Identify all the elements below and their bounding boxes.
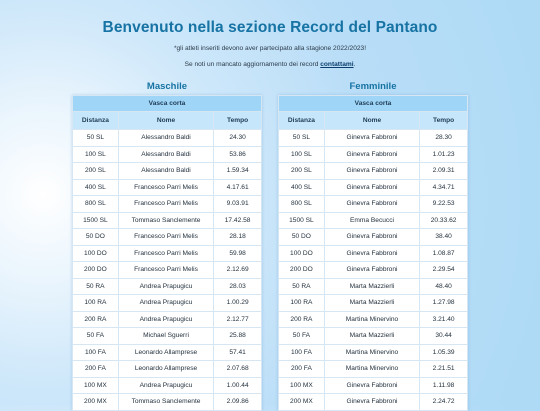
table-caption: Vasca corta [279,96,468,112]
table-row [73,328,262,345]
column-header: Distanza [73,112,119,130]
table-row [279,295,468,312]
season-note: *gli atleti inseriti devono aver partecipato alla stagione 2022/2023! [173,45,367,52]
time-cell: 20.33.62 [420,212,468,229]
name-cell: Ginevra Fabbroni [324,377,419,394]
table-row [279,179,468,196]
table-row [73,377,262,394]
distance-cell: 800 SL [279,196,325,213]
table-row [73,179,262,196]
table-row [73,361,262,378]
time-cell: 2.12.69 [214,262,262,279]
table-row [279,344,468,361]
time-cell: 28.03 [214,278,262,295]
name-cell: Martina Minervino [324,361,419,378]
table-row [73,245,262,262]
time-cell: 2.09.86 [214,394,262,411]
time-cell: 57.41 [214,344,262,361]
name-cell: Ginevra Fabbroni [324,179,419,196]
name-cell: Ginevra Fabbroni [324,130,419,147]
name-cell: Alessandro Baldi [118,146,213,163]
time-cell: 38.40 [420,229,468,246]
time-cell: 1.00.44 [214,377,262,394]
distance-cell: 100 SL [73,146,119,163]
table-row [279,262,468,279]
table-caption-row [73,96,262,112]
time-cell: 2.21.51 [420,361,468,378]
distance-cell: 100 MX [73,377,119,394]
distance-cell: 400 SL [73,179,119,196]
column-header: Tempo [214,112,262,130]
table-row [279,245,468,262]
distance-cell: 50 FA [279,328,325,345]
distance-cell: 100 DO [73,245,119,262]
time-cell: 1.01.23 [420,146,468,163]
name-cell: Alessandro Baldi [118,163,213,180]
name-cell: Francesco Parri Melis [118,245,213,262]
table-header-row [73,112,262,130]
name-cell: Ginevra Fabbroni [324,245,419,262]
distance-cell: 50 FA [73,328,119,345]
name-cell: Andrea Prapugicu [118,311,213,328]
distance-cell: 200 FA [279,361,325,378]
time-cell: 28.18 [214,229,262,246]
distance-cell: 100 SL [279,146,325,163]
distance-cell: 1500 SL [73,212,119,229]
time-cell: 59.98 [214,245,262,262]
table-row [279,311,468,328]
table-row [279,196,468,213]
time-cell: 30.44 [420,328,468,345]
table-row [279,377,468,394]
table-row [73,278,262,295]
table-row [73,130,262,147]
table-row [73,163,262,180]
name-cell: Alessandro Baldi [118,130,213,147]
table-row [279,212,468,229]
time-cell: 2.12.77 [214,311,262,328]
distance-cell: 100 FA [73,344,119,361]
distance-cell: 50 SL [279,130,325,147]
time-cell: 4.34.71 [420,179,468,196]
distance-cell: 50 RA [279,278,325,295]
table-row [73,262,262,279]
distance-cell: 100 RA [279,295,325,312]
distance-cell: 50 DO [279,229,325,246]
female-section-title: Femminile [349,81,397,92]
distance-cell: 200 SL [279,163,325,180]
distance-cell: 50 RA [73,278,119,295]
time-cell: 17.42.58 [214,212,262,229]
table-row [73,394,262,411]
male-section-title: Maschile [146,81,188,92]
column-header: Nome [118,112,213,130]
time-cell: 1.27.98 [420,295,468,312]
time-cell: 24.30 [214,130,262,147]
name-cell: Ginevra Fabbroni [324,146,419,163]
distance-cell: 200 RA [73,311,119,328]
time-cell: 2.29.54 [420,262,468,279]
name-cell: Andrea Prapugicu [118,377,213,394]
time-cell: 1.59.34 [214,163,262,180]
table-caption-row [279,96,468,112]
update-note [0,61,540,68]
distance-cell: 200 FA [73,361,119,378]
time-cell: 1.05.39 [420,344,468,361]
update-note-text: Se noti un mancato aggiornamento dei record [184,61,319,68]
column-header: Tempo [420,112,468,130]
time-cell: 3.21.40 [420,311,468,328]
table-row [73,311,262,328]
contact-link[interactable]: contattami [320,61,354,68]
name-cell: Leonardo Allamprese [118,344,213,361]
table-row [279,361,468,378]
time-cell: 2.24.72 [420,394,468,411]
name-cell: Marta Mazzierli [324,278,419,295]
time-cell: 48.40 [420,278,468,295]
table-row [73,229,262,246]
distance-cell: 200 SL [73,163,119,180]
name-cell: Ginevra Fabbroni [324,262,419,279]
distance-cell: 200 RA [279,311,325,328]
name-cell: Marta Mazzierli [324,295,419,312]
table-row [279,278,468,295]
distance-cell: 1500 SL [279,212,325,229]
name-cell: Ginevra Fabbroni [324,196,419,213]
time-cell: 9.22.53 [420,196,468,213]
name-cell: Andrea Prapugicu [118,278,213,295]
column-header: Nome [324,112,419,130]
time-cell: 2.09.31 [420,163,468,180]
name-cell: Emma Becucci [324,212,419,229]
time-cell: 9.03.91 [214,196,262,213]
table-caption: Vasca corta [73,96,262,112]
distance-cell: 200 MX [279,394,325,411]
name-cell: Francesco Parri Melis [118,179,213,196]
name-cell: Francesco Parri Melis [118,229,213,246]
distance-cell: 100 DO [279,245,325,262]
distance-cell: 100 MX [279,377,325,394]
table-header-row [279,112,468,130]
table-row [73,146,262,163]
table-row [279,229,468,246]
name-cell: Martina Minervino [324,344,419,361]
time-cell: 28.30 [420,130,468,147]
distance-cell: 50 SL [73,130,119,147]
time-cell: 53.86 [214,146,262,163]
name-cell: Francesco Parri Melis [118,196,213,213]
table-row [279,146,468,163]
name-cell: Martina Minervino [324,311,419,328]
distance-cell: 200 DO [279,262,325,279]
distance-cell: 100 FA [279,344,325,361]
distance-cell: 800 SL [73,196,119,213]
table-row [73,212,262,229]
female-records-table [278,95,468,411]
name-cell: Marta Mazzierli [324,328,419,345]
male-records-table [72,95,262,411]
time-cell: 2.07.68 [214,361,262,378]
table-row [279,394,468,411]
time-cell: 1.08.87 [420,245,468,262]
table-row [279,130,468,147]
name-cell: Tommaso Sanclemente [118,212,213,229]
distance-cell: 100 RA [73,295,119,312]
table-row [279,163,468,180]
table-row [73,196,262,213]
time-cell: 1.11.98 [420,377,468,394]
name-cell: Leonardo Allamprese [118,361,213,378]
update-note-suffix: . [353,61,356,68]
table-row [279,328,468,345]
page-title: Benvenuto nella sezione Record del Pantano [102,19,438,36]
table-row [73,344,262,361]
name-cell: Francesco Parri Melis [118,262,213,279]
distance-cell: 400 SL [279,179,325,196]
time-cell: 1.00.29 [214,295,262,312]
name-cell: Michael Sguerri [118,328,213,345]
time-cell: 4.17.61 [214,179,262,196]
name-cell: Ginevra Fabbroni [324,229,419,246]
distance-cell: 50 DO [73,229,119,246]
distance-cell: 200 DO [73,262,119,279]
name-cell: Andrea Prapugicu [118,295,213,312]
name-cell: Ginevra Fabbroni [324,163,419,180]
table-row [73,295,262,312]
column-header: Distanza [279,112,325,130]
name-cell: Ginevra Fabbroni [324,394,419,411]
name-cell: Tommaso Sanclemente [118,394,213,411]
distance-cell: 200 MX [73,394,119,411]
time-cell: 25.88 [214,328,262,345]
